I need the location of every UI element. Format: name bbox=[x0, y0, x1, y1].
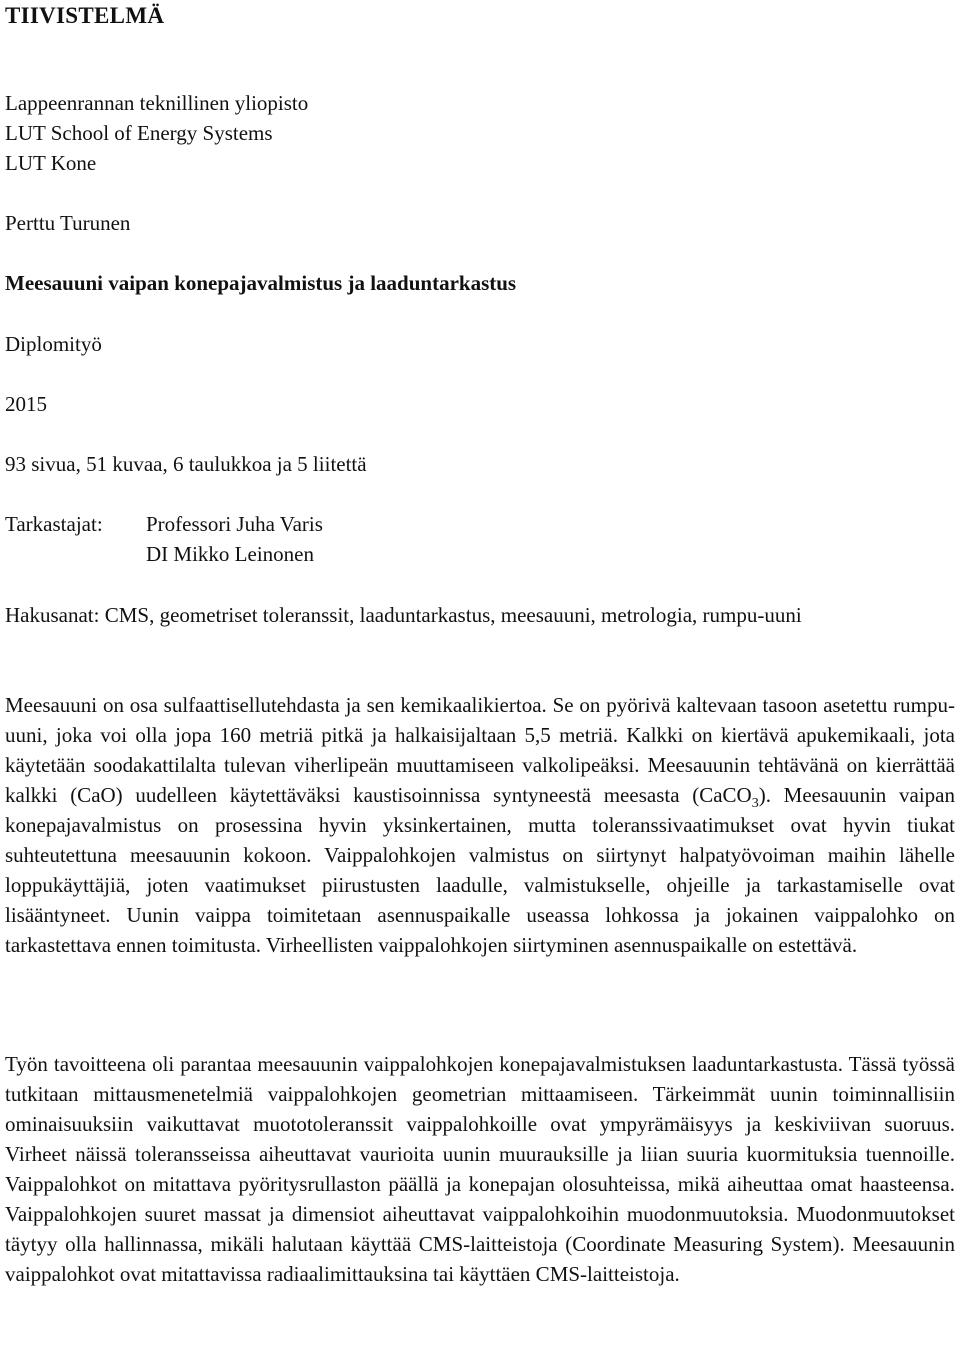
university-name: Lappeenrannan teknillinen yliopisto bbox=[5, 91, 309, 115]
department-name: LUT Kone bbox=[5, 151, 97, 175]
keywords: Hakusanat: CMS, geometriset toleranssit, laaduntarkastus, meesauuni, metrologia, rumpu-uuni bbox=[5, 603, 802, 627]
thesis-year: 2015 bbox=[5, 392, 47, 416]
thesis-type: Diplomityö bbox=[5, 332, 102, 356]
subscript-3: 3 bbox=[751, 796, 759, 812]
abstract-paragraph-1-text-a: Meesauuni on osa sulfaattisellutehdasta ja sen kemikaalikiertoa. Se on pyörivä kaltevaan tasoon asetettu rumpu-uuni, joka voi olla jopa 160 metriä pitkä ja halkaisijaltaan 5,5 metriä. Kalkki on kiertävä apukemikaali, jota käytetään soodakattilalta tulevan viherlipeän muuttamiseen valkolipeäksi. Meesauunin tehtävänä on kierrättää kalkki (CaO) uudelleen käytettäväksi kaustisoinnissa syntyneestä meesasta (CaCO bbox=[5, 693, 955, 807]
abstract-paragraph-2: Työn tavoitteena oli parantaa meesauunin vaippalohkojen konepajavalmistuksen laaduntarkastusta. Tässä työssä tutkitaan mittausmenetelmiä vaippalohkojen geometrian mittaamiseen. Tärkeimmät uunin toiminnallisiin ominaisuuksiin vaikuttavat muototoleranssit vaippalohkoille ovat ympyrämäisyys ja keskiviivan suoruus. Virheet näissä toleransseissa aiheuttavat vaurioita uunin muurauksille ja liian suuria kuormituksia tuennoille. Vaippalohkot on mitattava pyöritysrullaston päällä ja konepajan olosuhteissa, mikä aiheuttaa omat haasteensa. Vaippalohkojen suuret massat ja dimensiot aiheuttavat vaippalohkoihin muodonmuutoksia. Muodonmuutokset täytyy olla hallinnassa, mikäli halutaan käyttää CMS-laitteistoja (Coordinate Measuring System). Meesauunin vaippalohkot ovat mitattavissa radiaalimittauksina tai käyttäen CMS-laitteistoja. bbox=[5, 1052, 955, 1286]
author-name: Perttu Turunen bbox=[5, 211, 131, 235]
abstract-paragraph-1 bbox=[5, 690, 955, 960]
reviewers-label: Tarkastajat: bbox=[5, 512, 103, 536]
thesis-title: Meesauuni vaipan konepajavalmistus ja laaduntarkastus bbox=[5, 271, 517, 295]
reviewer-2: DI Mikko Leinonen bbox=[146, 542, 314, 566]
abstract-paragraph-1-text-b: ). Meesauunin vaipan konepajavalmistus on prosessina hyvin yksinkertainen, mutta toleranssivaatimukset ovat hyvin tiukat suhteutettuna meesauunin kokoon. Vaippalohkojen valmistus on siirtynyt halpatyövoiman maihin lähelle loppukäyttäjiä, joten vaatimukset piirustusten laadulle, valmistukselle, ohjeille ja tarkastamiselle ovat lisääntyneet. Uunin vaippa toimitetaan asennuspaikalle useassa lohkossa ja jokainen vaippalohko on tarkastettava ennen toimitusta. Virheellisten vaippalohkojen siirtyminen asennuspaikalle on estettävä. bbox=[5, 783, 955, 957]
school-name: LUT School of Energy Systems bbox=[5, 121, 273, 145]
reviewer-1: Professori Juha Varis bbox=[146, 512, 323, 536]
thesis-extent: 93 sivua, 51 kuvaa, 6 taulukkoa ja 5 liitettä bbox=[5, 452, 367, 476]
page-title: TIIVISTELMÄ bbox=[5, 3, 165, 28]
